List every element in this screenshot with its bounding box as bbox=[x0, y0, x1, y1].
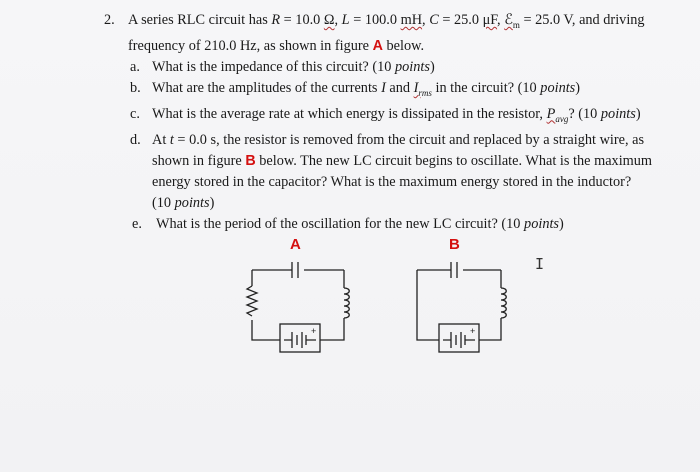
inductor-a bbox=[344, 288, 349, 318]
part-b: b. What are the amplitudes of the currents I and $I_{rms}$ in the circuit? (10 points) bbox=[130, 79, 581, 98]
part-a: a. What is the impedance of this circuit? (10 points) bbox=[130, 58, 435, 75]
part-d: d. At t = 0.0 s, the resistor is removed from the circuit and replaced by a straight wire, as shown in figure B below. The new LC circuit begins to oscillate. What is the maximum energy stored in the capacitor? What is the maximum energy stored in the inductor? (10 points) bbox=[130, 131, 653, 211]
inductor-b bbox=[501, 288, 506, 318]
problem-number: 2. bbox=[104, 12, 115, 28]
capacitor-a bbox=[292, 262, 298, 278]
part-c: c. What is the average rate at which energy is dissipated in the resistor, $P_{avg}$? (10 points) bbox=[130, 105, 641, 124]
figure-b-lc-circuit bbox=[405, 258, 545, 358]
figure-a-label: A bbox=[290, 236, 301, 253]
svg-text:+: + bbox=[311, 326, 317, 336]
part-e: e. What is the period of the oscillation for the new LC circuit? (10 points) bbox=[132, 215, 564, 232]
problem-intro bbox=[104, 10, 684, 57]
resistor-a bbox=[247, 286, 257, 316]
figure-a-rlc-circuit bbox=[240, 258, 380, 358]
intro-line-2: frequency of 210.0 Hz, as shown in figure A below. bbox=[128, 37, 425, 54]
figure-b-label: B bbox=[449, 236, 460, 253]
wire-b bbox=[417, 270, 439, 340]
text-cursor-icon: I bbox=[535, 255, 545, 273]
capacitor-b bbox=[451, 262, 457, 278]
intro-line-1: A series RLC circuit has R = 10.0 Ω, L = 100.0 mH, C = 25.0 μF, ℰ$_m$ = 25.0 V, and driving bbox=[128, 12, 645, 30]
problem-2 bbox=[104, 10, 684, 235]
svg-text:+: + bbox=[470, 326, 476, 336]
